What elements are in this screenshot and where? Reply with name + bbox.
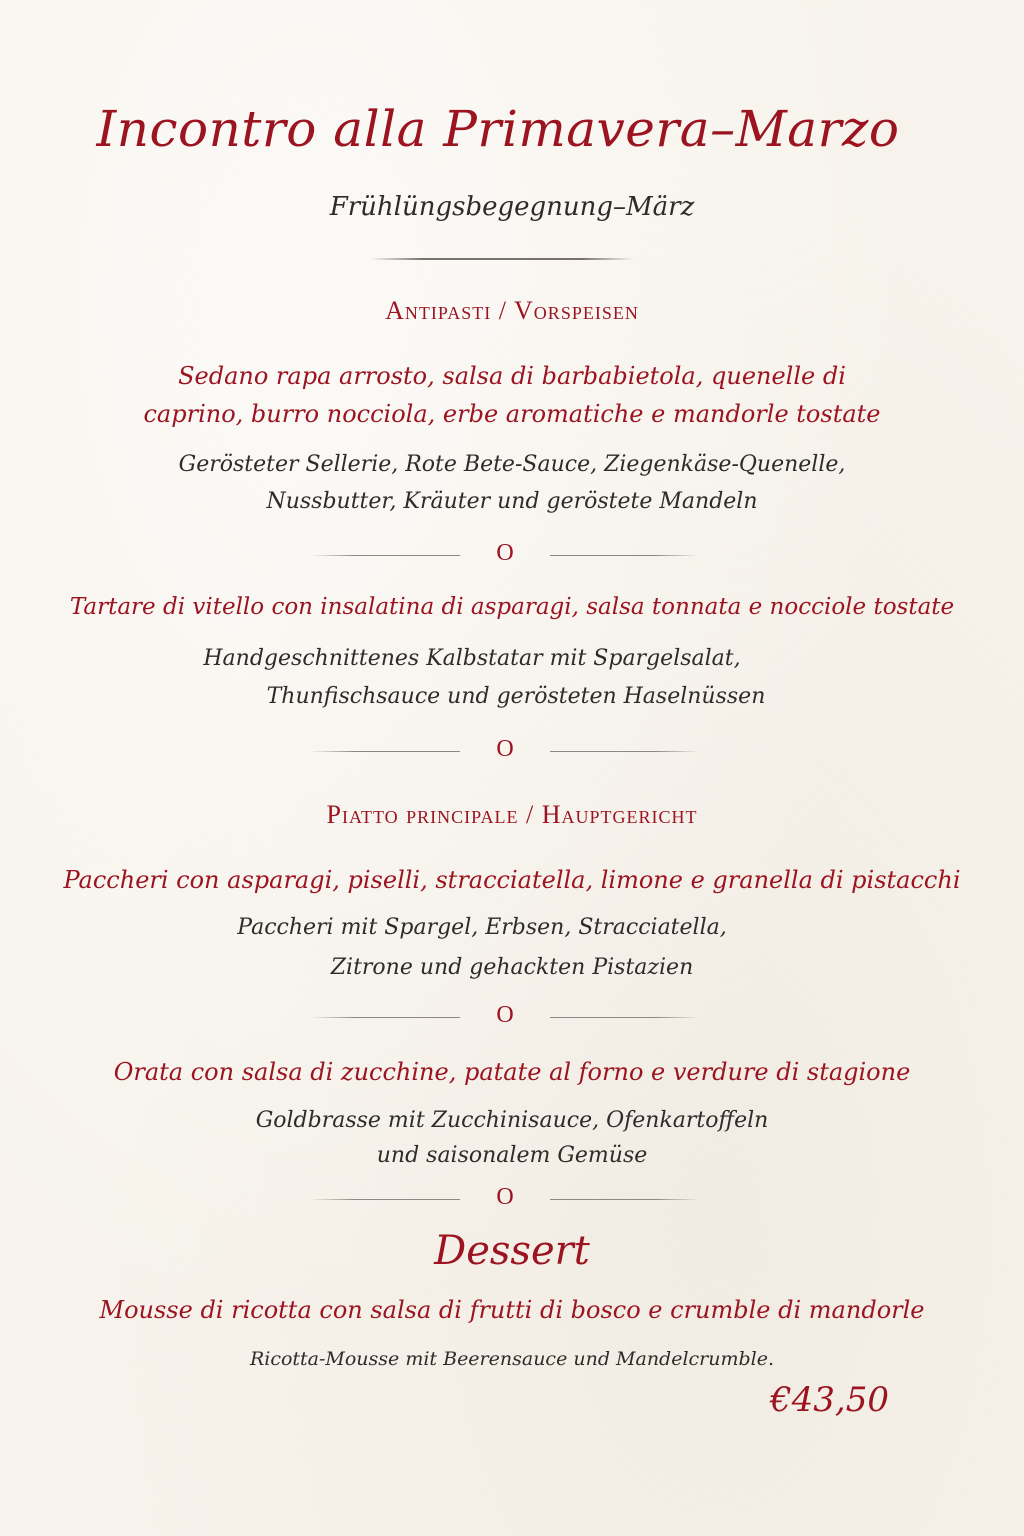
divider-mark: O [496,1184,514,1210]
dish-1-italian-line-1: Sedano rapa arrosto, salsa di barbabietola, quenelle di [178,362,846,390]
ornament-divider [310,540,700,568]
dish-2-italian-line-1: Tartare di vitello con insalatina di asparagi, salsa tonnata e nocciole tostate [69,594,955,620]
dish-3-german-line-2: Zitrone und gehackten Pistazien [330,955,694,980]
ornament-divider [310,736,700,764]
divider-mark: O [496,736,514,762]
dish-3-italian-line-1: Paccheri con asparagi, piselli, stracciatella, limone e granella di pistacchi [63,866,961,894]
dish-1-italian-line-2: caprino, burro nocciola, erbe aromatiche e mandorle tostate [143,400,881,428]
section-heading-antipasti: Antipasti / Vorspeisen [385,296,639,325]
menu-title: Incontro alla Primavera–Marzo [96,100,900,158]
section-heading-dessert: Dessert [434,1228,590,1274]
divider-mark: O [496,1002,514,1028]
menu-subtitle: Frühlüngsbegegnung–März [329,192,695,222]
dish-4-german-line-1: Goldbrasse mit Zucchinisauce, Ofenkartoffeln [255,1108,769,1133]
dish-5-italian-line-1: Mousse di ricotta con salsa di frutti di bosco e crumble di mandorle [99,1296,925,1324]
title-divider [370,258,634,260]
dish-3-german-line-1: Paccheri mit Spargel, Erbsen, Stracciatella, [237,915,727,940]
section-heading-principale: Piatto principale / Hauptgericht [326,800,698,829]
ornament-divider [310,1002,700,1030]
dish-5-german-line-1: Ricotta-Mousse mit Beerensauce und Mandelcrumble. [249,1348,775,1370]
dish-1-german-line-1: Gerösteter Sellerie, Rote Bete-Sauce, Ziegenkäse-Quenelle, [178,452,846,477]
dish-2-german-line-1: Handgeschnittenes Kalbstatar mit Spargelsalat, [203,646,741,671]
dish-1-german-line-2: Nussbutter, Kräuter und geröstete Mandeln [266,489,758,514]
divider-mark: O [496,540,514,566]
menu-price: €43,50 [770,1380,889,1420]
dish-4-german-line-2: und saisonalem Gemüse [376,1143,648,1168]
ornament-divider [310,1184,700,1212]
dish-4-italian-line-1: Orata con salsa di zucchine, patate al forno e verdure di stagione [113,1058,911,1086]
dish-2-german-line-2: Thunfischsauce und gerösteten Haselnüssen [266,684,766,709]
